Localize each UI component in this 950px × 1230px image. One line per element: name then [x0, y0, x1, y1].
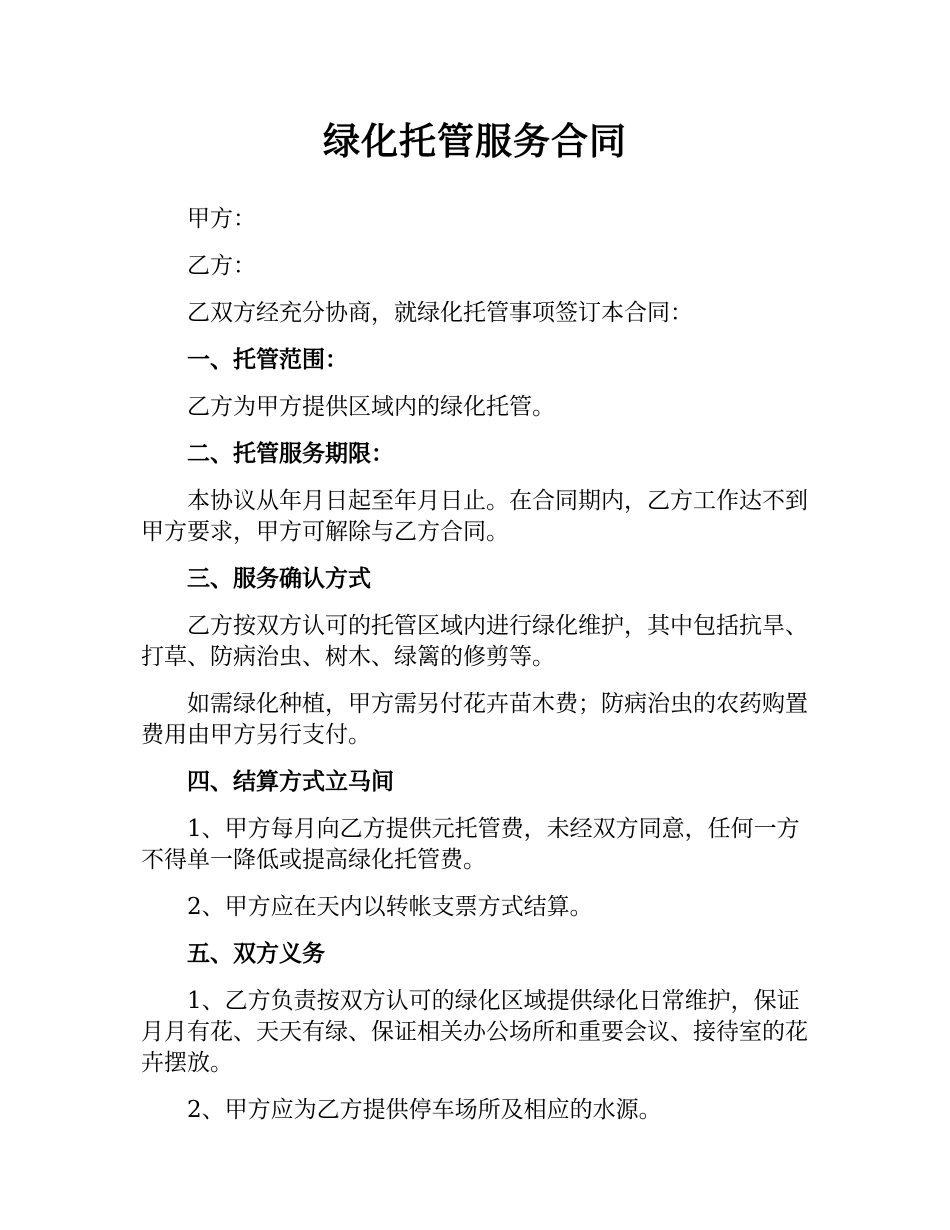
settlement-paragraph-1: 1、甲方每月向乙方提供元托管费，未经双方同意，任何一方不得单一降低或提高绿化托管费。: [141, 816, 800, 873]
section-heading-settlement: 四、结算方式立马间: [187, 769, 394, 795]
confirmation-paragraph-1: 乙方按双方认可的托管区域内进行绿化维护，其中包括抗旱、打草、防病治虫、树木、绿篱的修剪等。: [141, 613, 808, 670]
intro-paragraph: 乙双方经充分协商，就绿化托管事项签订本合同：: [187, 300, 693, 326]
confirmation-paragraph-2: 如需绿化种植，甲方需另付花卉苗木费；防病治虫的农药购置费用由甲方另行支付。: [141, 691, 808, 748]
party-b-line: 乙方：: [187, 253, 256, 279]
section-heading-term: 二、托管服务期限：: [187, 441, 394, 467]
scope-paragraph: 乙方为甲方提供区域内的绿化托管。: [187, 394, 555, 420]
document-body: [141, 204, 813, 1142]
obligations-paragraph-2: 2、甲方应为乙方提供停车场所及相应的水源。: [187, 1097, 662, 1123]
document-title: 绿化托管服务合同: [323, 120, 627, 163]
section-heading-confirmation: 三、服务确认方式: [187, 566, 371, 592]
section-heading-scope: 一、托管范围：: [187, 347, 348, 373]
settlement-paragraph-2: 2、甲方应在天内以转帐支票方式结算。: [187, 894, 593, 920]
party-a-line: 甲方：: [187, 206, 256, 232]
obligations-paragraph-1: 1、乙方负责按双方认可的绿化区域提供绿化日常维护，保证月月有花、天天有绿、保证相关办公场所和重要会议、接待室的花卉摆放。: [141, 988, 808, 1076]
term-paragraph: 本协议从年月日起至年月日止。在合同期内，乙方工作达不到甲方要求，甲方可解除与乙方合同。: [141, 488, 808, 545]
section-heading-obligations: 五、双方义务: [187, 941, 325, 967]
